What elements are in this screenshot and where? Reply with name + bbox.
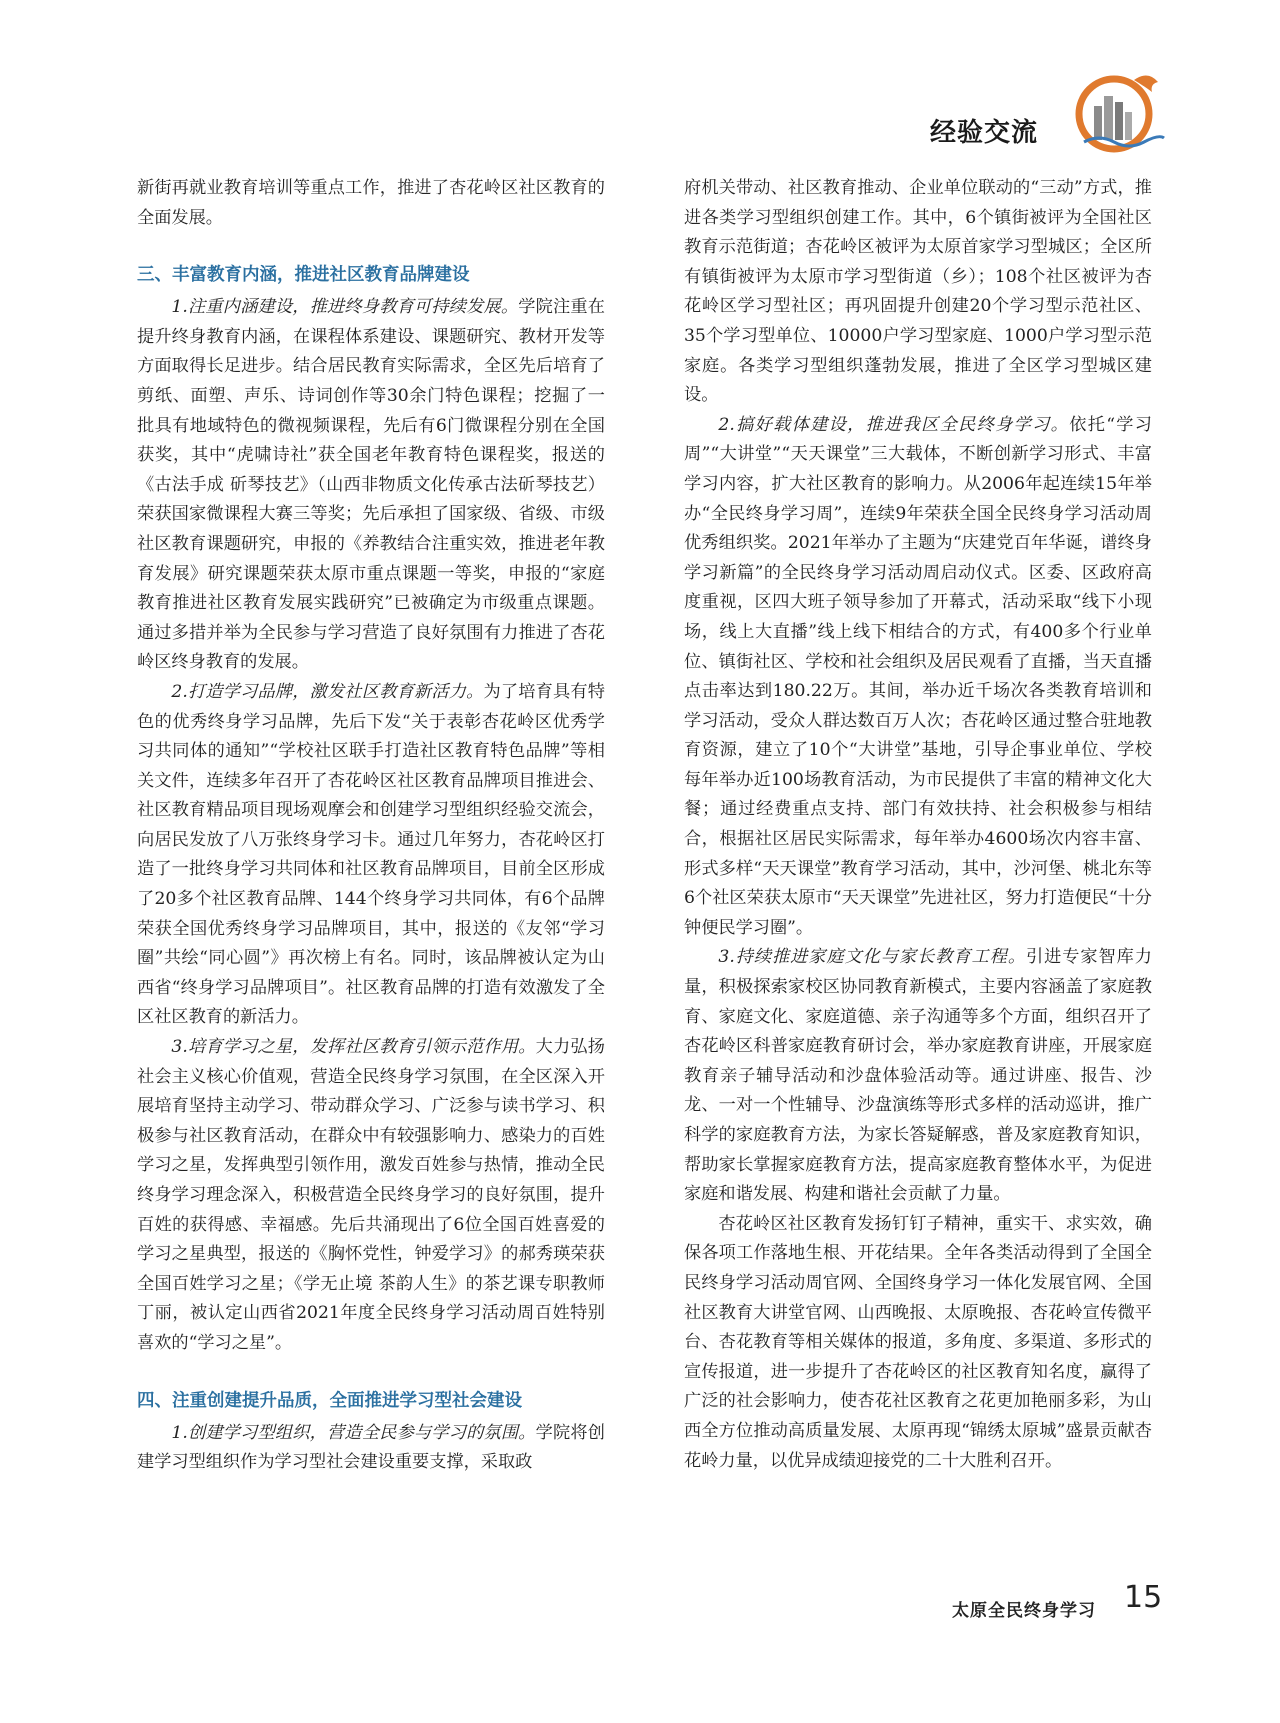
- paragraph: [137, 1033, 605, 1359]
- paragraph: 新街再就业教育培训等重点工作，推进了杏花岭区社区教育的全面发展。: [137, 178, 605, 228]
- paragraph: [137, 1419, 605, 1478]
- paragraph: 杏花岭区社区教育发扬钉钉子精神，重实干、求实效，确保各项工作落地生根、开花结果。全年各类活动得到了全国全民终身学习活动周官网、全国终身学习一体化发展官网、全国社区教育大讲堂官网、山西晚报、太原晚报、杏花岭宣传微平台、杏花教育等相关媒体的报道，多角度、多渠道、多形式的宣传报道，进一步提升了杏花岭区的社区教育知名度，赢得了广泛的社会影响力，使杏花社区教育之花更加艳丽多彩，为山西全方位推动高质量发展、太原再现“锦绣太原城”盛景贡献杏花岭力量，以优异成绩迎接党的二十大胜利召开。: [684, 1213, 1152, 1471]
- section-label: 经验交流: [930, 118, 1039, 148]
- paragraph-body: 学院将创建学习型组织作为学习型社会建设重要支撑，采取政: [137, 1422, 605, 1473]
- paragraph-body: 大力弘扬社会主义核心价值观，营造全民终身学习氛围，在全区深入开展培育坚持主动学习、带动群众学习、广泛参与读书学习、积极参与社区教育活动，在群众中有较强影响力、感染力的百姓学习之星，发挥典型引领作用，激发百姓参与热情，推动全民终身学习理念深入，积极营造全民终身学习的良好氛围，提升百姓的获得感、幸福感。先后共涌现出了6位全国百姓喜爱的学习之星典型，报送的《胸怀党性，钟爱学习》的郝秀瑛荣获全国百姓学习之星；《学无止境 茶韵人生》的茶艺课专职教师丁丽，被认定山西省2021年度全民终身学习活动周百姓特别喜欢的“学习之星”。: [137, 1037, 605, 1353]
- paragraph: [684, 411, 1152, 944]
- paragraph: [684, 943, 1152, 1209]
- run-in-heading: 2.搞好载体建设，推进我区全民终身学习。: [718, 414, 1070, 435]
- section-heading: 四、注重创建提升品质，全面推进学习型社会建设: [137, 1390, 522, 1411]
- run-in-heading: 3.持续推进家庭文化与家长教育工程。: [718, 947, 1026, 968]
- paragraph: [137, 293, 605, 678]
- paragraph-body: 为了培育具有特色的优秀终身学习品牌，先后下发“关于表彰杏花岭区优秀学习共同体的通知”“学校社区联手打造社区教育特色品牌”等相关文件，连续多年召开了杏花岭区社区教育品牌项目推进会、社区教育精品项目现场观摩会和创建学习型组织经验交流会，向居民发放了八万张终身学习卡。通过几年努力，杏花岭区打造了一批终身学习共同体和社区教育品牌项目，目前全区形成了20多个社区教育品牌、144个终身学习共同体，有6个品牌荣获全国优秀终身学习品牌项目，其中，报送的《友邻“学习圈”共绘“同心圆”》再次榜上有名。同时，该品牌被认定为山西省“终身学习品牌项目”。社区教育品牌的打造有效激发了全区社区教育的新活力。: [137, 681, 605, 1028]
- run-in-heading: 2.打造学习品牌，激发社区教育新活力。: [171, 681, 484, 702]
- city-skyline-emblem-icon: [1064, 66, 1170, 154]
- left-column: [137, 174, 605, 1478]
- paragraph-body: 引进专家智库力量，积极探索家校区协同教育新模式，主要内容涵盖了家庭教育、家庭文化、家庭道德、亲子沟通等多个方面，组织召开了杏花岭区科普家庭教育研讨会，举办家庭教育讲座，开展家庭教育亲子辅导活动和沙盘体验活动等。通过讲座、报告、沙龙、一对一个性辅导、沙盘演练等形式多样的活动巡讲，推广科学的家庭教育方法，为家长答疑解惑，普及家庭教育知识，帮助家长掌握家庭教育方法，提高家庭教育整体水平，为促进家庭和谐发展、构建和谐社会贡献了力量。: [684, 947, 1152, 1205]
- page-number: 15: [1124, 1580, 1163, 1615]
- run-in-heading: 1.创建学习型组织，营造全民参与学习的氛围。: [171, 1422, 536, 1443]
- section-heading: 三、丰富教育内涵，推进社区教育品牌建设: [137, 265, 470, 286]
- paragraph: 府机关带动、社区教育推动、企业单位联动的“三动”方式，推进各类学习型组织创建工作。其中，6个镇街被评为全国社区教育示范街道；杏花岭区被评为太原首家学习型城区；全区所有镇街被评为太原市学习型街道（乡）；108个社区被评为杏花岭区学习型社区；再巩固提升创建20个学习型示范社区、35个学习型单位、10000户学习型家庭、1000户学习型示范家庭。各类学习型组织蓬勃发展，推进了全区学习型城区建设。: [684, 178, 1152, 406]
- run-in-heading: 3.培育学习之星，发挥社区教育引领示范作用。: [171, 1037, 536, 1058]
- paragraph: [137, 678, 605, 1033]
- right-column: [684, 174, 1152, 1476]
- run-in-heading: 1.注重内涵建设，推进终身教育可持续发展。: [171, 297, 519, 318]
- paragraph-body: 学院注重在提升终身教育内涵，在课程体系建设、课题研究、教材开发等方面取得长足进步。结合居民教育实际需求，全区先后培育了剪纸、面塑、声乐、诗词创作等30余门特色课程；挖掘了一批具有地域特色的微视频课程，先后有6门微课程分别在全国获奖，其中“虎啸诗社”获全国老年教育特色课程奖，报送的《古法手成 斫琴技艺》（山西非物质文化传承古法斫琴技艺）荣获国家微课程大赛三等奖；先后承担了国家级、省级、市级社区教育课题研究，申报的《养教结合注重实效，推进老年教育发展》研究课题荣获太原市重点课题一等奖，申报的“家庭教育推进社区教育发展实践研究”已被确定为市级重点课题。通过多措并举为全民参与学习营造了良好氛围有力推进了杏花岭区终身教育的发展。: [137, 297, 605, 673]
- paragraph-body: 依托“学习周”“大讲堂”“天天课堂”三大载体，不断创新学习形式、丰富学习内容，扩大社区教育的影响力。从2006年起连续15年举办“全民终身学习周”，连续9年荣获全国全民终身学习活动周优秀组织奖。2021年举办了主题为“庆建党百年华诞，谱终身学习新篇”的全民终身学习活动周启动仪式。区委、区政府高度重视，区四大班子领导参加了开幕式，活动采取“线下小现场，线上大直播”线上线下相结合的方式，有400多个行业单位、镇街社区、学校和社会组织及居民观看了直播，当天直播点击率达到180.22万。其间，举办近千场次各类教育培训和学习活动，受众人群达数百万人次；杏花岭区通过整合驻地教育资源，建立了10个“大讲堂”基地，引导企事业单位、学校每年举办近100场教育活动，为市民提供了丰富的精神文化大餐；通过经费重点支持、部门有效扶持、社会积极参与相结合，根据社区居民实际需求，每年举办4600场次内容丰富、形式多样“天天课堂”教育学习活动，其中，沙河堡、桃北东等6个社区荣获太原市“天天课堂”先进社区，努力打造便民“十分钟便民学习圈”。: [684, 414, 1152, 938]
- journal-name: 太原全民终身学习: [952, 1601, 1096, 1621]
